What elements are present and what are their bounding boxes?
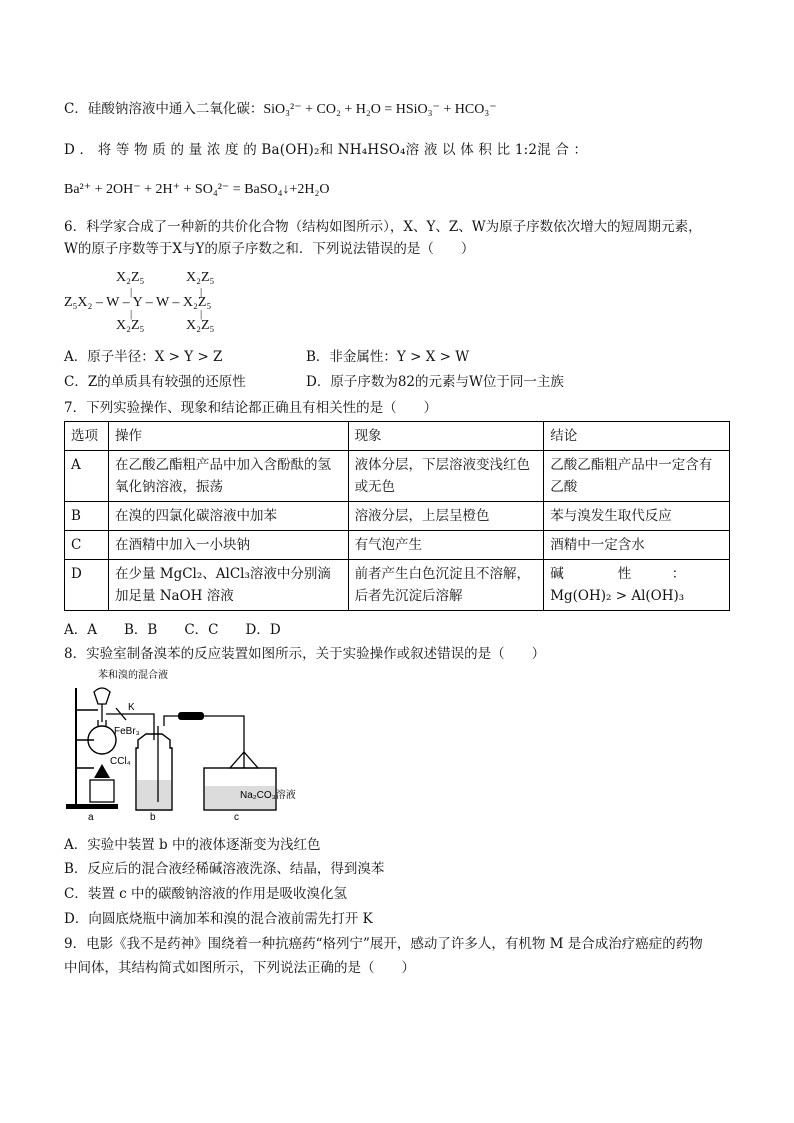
table-cell: 前者产生白色沉淀且不溶解，后者先沉淀后溶解 [348, 560, 544, 611]
q7-stem: 7．下列实验操作、现象和结论都正确且有相关性的是（ ） [64, 400, 438, 416]
structure-bottom-left: X₂Z₅ [116, 318, 145, 333]
q8-option-a: A．实验中装置 b 中的液体逐渐变为浅红色 [64, 837, 321, 853]
label-c: c [234, 812, 239, 823]
table-row [65, 451, 730, 502]
table-row [65, 560, 730, 611]
option-c-formula: SiO₃²⁻ + CO₂ + H₂O = HSiO₃⁻ + HCO₃⁻ [263, 102, 497, 117]
table-cell: 在乙酸乙酯粗产品中加入含酚酞的氢氧化钠溶液，振荡 [108, 451, 348, 502]
table-cell: B [65, 502, 109, 531]
q6-option-b: B．非金属性：Y > X > W [306, 349, 470, 365]
label-ccl4: CCl₄ [110, 756, 131, 767]
table-cell: C [65, 531, 109, 560]
label-a: a [88, 812, 94, 823]
ccl4-liquid [137, 780, 171, 809]
table-cell: 溶液分层，上层呈橙色 [348, 502, 544, 531]
table-row [65, 502, 730, 531]
header-cell: 操作 [108, 422, 348, 451]
header-cell: 结论 [544, 422, 730, 451]
structure-top-right-bond: | [200, 286, 203, 298]
structure-top-right: X₂Z₅ [186, 270, 215, 285]
label-mixture: 苯和溴的混合液 [98, 670, 168, 681]
q6-stem-line2: W的原子序数等于X与Y的原子序数之和．下列说法错误的是（ ） [64, 241, 475, 257]
header-cell: 现象 [348, 422, 544, 451]
structure-main-chain: Z₅X₂ – W – Y – W – X₂Z₅ [64, 295, 212, 310]
structure-bottom-left-bond: | [130, 308, 133, 320]
q8-option-c: C．装置 c 中的碳酸钠溶液的作用是吸收溴化氢 [64, 886, 347, 902]
structure-top-left: X₂Z₅ [116, 270, 145, 285]
label-b: b [150, 812, 156, 823]
burner [90, 780, 114, 802]
delivery-tube-2 [164, 716, 244, 768]
table-cell: 有气泡产生 [348, 531, 544, 560]
stand-base [66, 804, 118, 809]
option-d-formula: Ba²⁺ + 2OH⁻ + 2H⁺ + SO₄²⁻ = BaSO₄↓+2H₂O [64, 182, 330, 197]
rubber-connector [178, 712, 204, 720]
burner-flame [94, 764, 110, 778]
q8-apparatus-figure [64, 668, 304, 824]
option-c-text: C．硅酸钠溶液中通入二氧化碳： [64, 101, 264, 117]
q8-stem: 8．实验室制备溴苯的反应装置如图所示，关于实验操作或叙述错误的是（ ） [64, 646, 546, 662]
structure-top-left-bond: | [130, 286, 133, 298]
table-header-row [65, 422, 730, 451]
structure-bottom-right-bond: | [200, 308, 203, 320]
table-row [65, 531, 730, 560]
q6-option-d: D．原子序数为82的元素与W位于同一主族 [306, 374, 564, 390]
option-c-line [64, 100, 497, 119]
table-cell: 在酒精中加入一小块钠 [108, 531, 348, 560]
q6-stem-line1: 6．科学家合成了一种新的共价化合物（结构如图所示），X、Y、Z、W为原子序数依次增大的短周期元素， [64, 219, 702, 235]
label-febr3: FeBr₃ [114, 726, 140, 737]
option-d-text: D ． 将 等 物 质 的 量 浓 度 的 Ba(OH)₂和 NH₄HSO₄溶 液 以 体 积 比 1:2混 合 ： [64, 142, 588, 158]
q6-structure [64, 268, 284, 338]
q8-option-d: D．向圆底烧瓶中滴加苯和溴的混合液前需先打开 K [64, 911, 373, 927]
table-cell: 在少量 MgCl₂、AlCl₃溶液中分别滴加足量 NaOH 溶液 [108, 560, 348, 611]
table-cell: 乙酸乙酯粗产品中一定含有乙酸 [544, 451, 730, 502]
table-cell: A [65, 451, 109, 502]
table-cell: D [65, 560, 109, 611]
table-cell: 碱 性 ：Mg(OH)₂ > Al(OH)₃ [544, 560, 730, 611]
label-na2co3: Na₂CO₃溶液 [240, 790, 296, 801]
q7-table [64, 421, 730, 611]
table-cell: 酒精中一定含水 [544, 531, 730, 560]
structure-bottom-right: X₂Z₅ [186, 318, 215, 333]
q8-option-b: B．反应后的混合液经稀碱溶液洗涤、结晶，得到溴苯 [64, 861, 385, 877]
q6-option-a: A．原子半径：X > Y > Z [64, 349, 223, 365]
q9-stem-line2: 中间体，其结构简式如图所示，下列说法正确的是（ ） [64, 960, 415, 976]
q9-stem-line1: 9．电影《我不是药神》围绕着一种抗癌药“格列宁”展开，感动了许多人，有机物 M 是合成治疗癌症的药物 [64, 936, 703, 952]
table-cell: 苯与溴发生取代反应 [544, 502, 730, 531]
q6-option-c: C．Z的单质具有较强的还原性 [64, 374, 246, 390]
label-k: K [128, 702, 135, 713]
header-cell: 选项 [65, 422, 109, 451]
q7-answer-options: A．A B．B C．C D．D [64, 622, 281, 638]
table-cell: 在溴的四氯化碳溶液中加苯 [108, 502, 348, 531]
dropping-funnel [94, 688, 110, 704]
table-cell: 液体分层，下层溶液变浅红色或无色 [348, 451, 544, 502]
